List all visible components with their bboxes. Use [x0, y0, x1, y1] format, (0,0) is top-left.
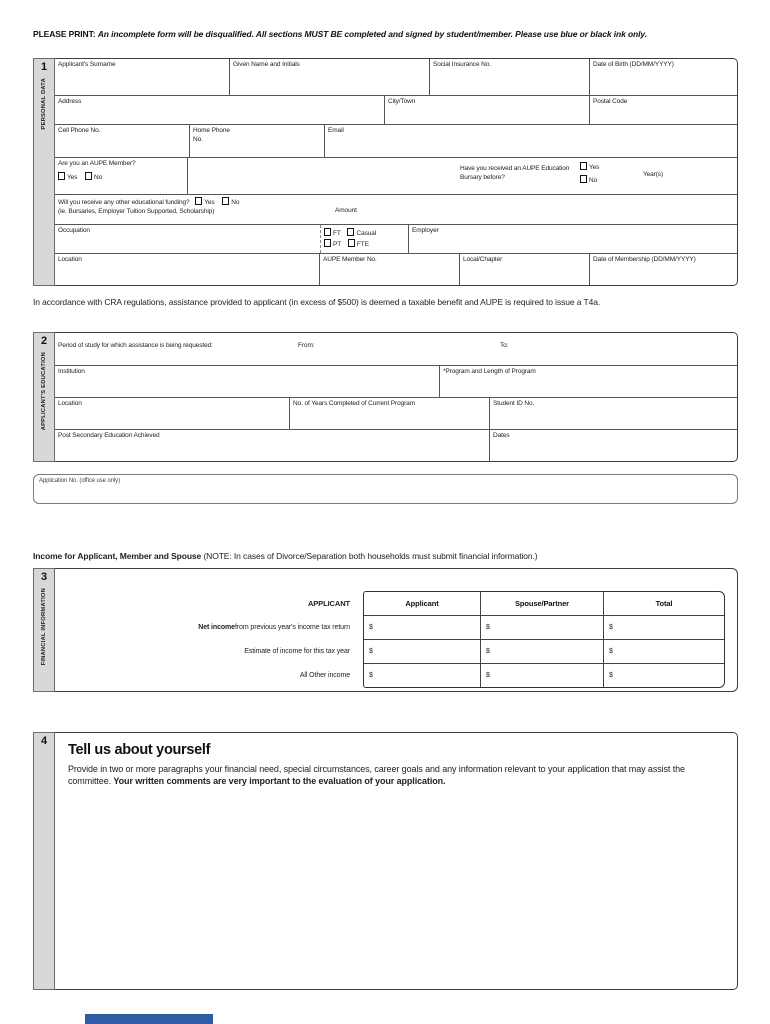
section2-number-column	[33, 332, 55, 462]
sin-label: Social Insurance No.	[433, 61, 491, 68]
years-completed-label: No. of Years Completed of Current Program	[293, 400, 415, 407]
col-header-applicant: Applicant	[364, 592, 481, 615]
footer-blue-bar	[85, 1014, 213, 1024]
section4-number-column	[33, 732, 55, 990]
local-chapter-label: Local/Chapter	[463, 256, 503, 264]
education-location-label: Location	[58, 400, 82, 407]
address-field[interactable]	[55, 96, 385, 125]
employer-field[interactable]	[409, 225, 737, 254]
institution-field[interactable]	[55, 366, 440, 398]
col-header-spouse: Spouse/Partner	[481, 592, 604, 615]
membership-date-label: Date of Membership (DD/MM/YYYY)	[593, 256, 696, 264]
row-post-secondary	[55, 430, 737, 462]
net-income-total-input[interactable]: $	[609, 624, 613, 631]
ft-checkbox[interactable]	[324, 228, 331, 236]
member-no-label: No	[94, 173, 103, 181]
income-heading	[33, 551, 743, 561]
postal-code-field[interactable]	[590, 96, 737, 125]
amount-field[interactable]: Amount	[335, 206, 357, 214]
surname-field[interactable]	[55, 59, 230, 95]
email-field[interactable]	[325, 125, 737, 157]
section1-side-label: PERSONAL DATA	[41, 78, 47, 130]
occupation-label: Occupation	[58, 226, 90, 234]
employment-type-cell	[320, 225, 409, 254]
other-funding-note: (ie. Bursaries, Employer Tuition Supported, Scholarship)	[58, 207, 215, 215]
institution-label: Institution	[58, 367, 85, 375]
sin-field[interactable]	[430, 59, 590, 95]
employer-label: Employer	[412, 226, 439, 234]
casual-checkbox[interactable]	[347, 228, 354, 236]
member-yes-checkbox[interactable]	[58, 172, 65, 180]
row-occupation	[55, 225, 737, 255]
bursary-before-cell	[188, 158, 737, 194]
section1-box	[55, 58, 738, 286]
fte-label: FTE	[356, 241, 369, 249]
student-id-field[interactable]	[490, 398, 737, 429]
postal-code-label: Postal Code	[593, 97, 628, 105]
row-address	[55, 96, 737, 126]
surname-label: Applicant's Surname	[58, 61, 116, 68]
bursary-no-label: No	[589, 176, 598, 184]
net-income-row	[364, 616, 724, 640]
funding-yes-label: Yes	[204, 198, 215, 206]
other-funding-cell	[55, 195, 737, 224]
section1-number: 1	[40, 61, 48, 73]
years-completed-field[interactable]	[290, 398, 490, 429]
row-other-funding	[55, 195, 737, 225]
tell-us-body-text: Provide in two or more paragraphs your financial need, special circumstances, career goals and any information relevant to your application that may assist the committee.	[68, 764, 685, 787]
other-total-input[interactable]: $	[609, 672, 613, 679]
dates-field[interactable]	[490, 430, 737, 462]
net-income-label-rest: from previous year's income tax return	[234, 623, 350, 631]
member-no-label: AUPE Member No.	[323, 256, 377, 264]
period-to-field[interactable]: To:	[500, 342, 509, 349]
occupation-field[interactable]	[55, 225, 320, 254]
period-from-field[interactable]: From:	[298, 342, 315, 349]
post-secondary-field[interactable]	[55, 430, 490, 462]
member-no-field[interactable]	[320, 254, 460, 285]
other-funding-question: Will you receive any other educational funding?	[58, 198, 190, 206]
tell-us-body-bold: Your written comments are very important to the evaluation of your application.	[113, 776, 446, 787]
city-field[interactable]	[385, 96, 590, 125]
all-other-income-label: All Other income	[299, 671, 350, 679]
estimate-spouse-input[interactable]: $	[481, 640, 604, 663]
local-chapter-field[interactable]	[460, 254, 590, 285]
tell-us-body	[55, 758, 716, 787]
section-tell-us-about-yourself	[33, 732, 738, 990]
section2-box	[55, 332, 738, 462]
member-no-checkbox[interactable]	[85, 172, 92, 180]
estimate-total-input[interactable]: $	[609, 648, 613, 655]
row-location-membership	[55, 254, 737, 285]
city-label: City/Town	[388, 97, 416, 105]
period-of-study-cell	[55, 333, 737, 365]
section3-number-column	[33, 568, 55, 692]
section3-number: 3	[40, 571, 48, 583]
section3-box	[55, 568, 738, 692]
applicant-corner-label: APPLICANT	[307, 598, 350, 608]
col-header-total: Total	[655, 599, 673, 608]
estimate-income-label: Estimate of income for this tax year	[244, 647, 350, 655]
program-field[interactable]	[440, 366, 737, 398]
dob-field[interactable]	[590, 59, 737, 95]
given-name-label: Given Name and Initials	[233, 61, 300, 68]
row-phones-email	[55, 125, 737, 158]
bursary-yes-checkbox[interactable]	[580, 162, 587, 170]
tell-us-title: Tell us about yourself	[68, 742, 211, 758]
home-phone-field[interactable]	[190, 125, 325, 157]
aupe-member-question: Are you an AUPE Member?	[58, 160, 136, 168]
net-income-spouse-input[interactable]: $	[481, 616, 604, 639]
row-membership-questions	[55, 158, 737, 195]
print-instruction-lead: PLEASE PRINT:	[33, 29, 96, 39]
row-location-years	[55, 398, 737, 430]
other-applicant-input[interactable]: $	[364, 664, 481, 687]
pt-label: PT	[333, 241, 342, 249]
print-instruction	[33, 29, 743, 39]
print-instruction-text: An incomplete form will be disqualified. All sections MUST BE completed and signed by student/member. Please use blue or black ink only.	[97, 29, 647, 39]
all-other-income-row	[364, 664, 724, 687]
member-yes-label: Yes	[67, 173, 78, 181]
cra-note: In accordance with CRA regulations, assistance provided to applicant (in excess of $500) is deemed a taxable benefit and AUPE is required to issue a T4a.	[33, 297, 601, 307]
section-applicants-education	[33, 332, 738, 462]
education-location-field[interactable]	[55, 398, 290, 429]
section-financial-information	[33, 568, 738, 692]
application-no-box[interactable]	[33, 474, 738, 504]
email-label: Email	[328, 127, 344, 135]
bursary-no-checkbox[interactable]	[580, 175, 587, 183]
row-institution	[55, 366, 737, 399]
aupe-member-question-cell	[55, 158, 188, 194]
row-period-of-study	[55, 333, 737, 366]
other-spouse-input[interactable]: $	[481, 664, 604, 687]
net-income-label-bold: Net income	[198, 623, 235, 631]
pt-checkbox[interactable]	[324, 239, 331, 247]
student-id-label: Student ID No.	[493, 400, 535, 407]
post-secondary-label: Post Secondary Education Achieved	[58, 431, 160, 439]
income-heading-rest: (NOTE: In cases of Divorce/Separation both households must submit financial information.)	[203, 551, 538, 561]
cell-phone-label: Cell Phone No.	[58, 127, 101, 135]
funding-no-label: No	[231, 198, 240, 206]
location-field[interactable]	[55, 254, 320, 285]
home-phone-label: Home Phone No.	[193, 127, 230, 144]
financial-table	[363, 591, 725, 688]
application-no-label: Application No. (office use only)	[39, 478, 120, 484]
financial-row-labels	[55, 591, 357, 687]
funding-yes-checkbox[interactable]	[195, 197, 202, 205]
given-name-field[interactable]	[230, 59, 430, 95]
ft-label: FT	[333, 229, 341, 237]
dob-label: Date of Birth (DD/MM/YYYY)	[593, 61, 674, 68]
section2-side-label: APPLICANT'S EDUCATION	[41, 352, 47, 431]
income-heading-bold: Income for Applicant, Member and Spouse	[33, 551, 202, 561]
net-income-applicant-input[interactable]: $	[364, 616, 481, 639]
section3-side-label: FINANCIAL INFORMATION	[41, 588, 47, 666]
location-label: Location	[58, 256, 82, 264]
estimate-applicant-input[interactable]: $	[364, 640, 481, 663]
financial-header-row	[364, 592, 724, 616]
fte-checkbox[interactable]	[348, 239, 355, 247]
section1-number-column	[33, 58, 55, 286]
period-of-study-label: Period of study for which assistance is being requested:	[58, 342, 213, 349]
section2-number: 2	[40, 335, 48, 347]
dates-label: Dates	[493, 431, 510, 439]
section4-box[interactable]	[55, 732, 738, 990]
bursary-before-question: Have you received an AUPE Education Bursary before?	[460, 165, 570, 181]
row-name-sin-dob	[55, 59, 737, 96]
casual-label: Casual	[356, 229, 377, 237]
cell-phone-field[interactable]	[55, 125, 190, 157]
estimate-income-row	[364, 640, 724, 664]
address-label: Address	[58, 97, 82, 105]
bursary-yes-label: Yes	[589, 164, 600, 172]
section4-number: 4	[40, 735, 48, 747]
program-label: *Program and Length of Program	[443, 367, 536, 375]
membership-date-field[interactable]	[590, 254, 737, 285]
section-personal-data	[33, 58, 738, 286]
net-income-label	[55, 615, 357, 639]
bursary-before-checkboxes	[580, 162, 605, 186]
years-field[interactable]: Year(s)	[643, 171, 664, 179]
funding-no-checkbox[interactable]	[222, 197, 229, 205]
